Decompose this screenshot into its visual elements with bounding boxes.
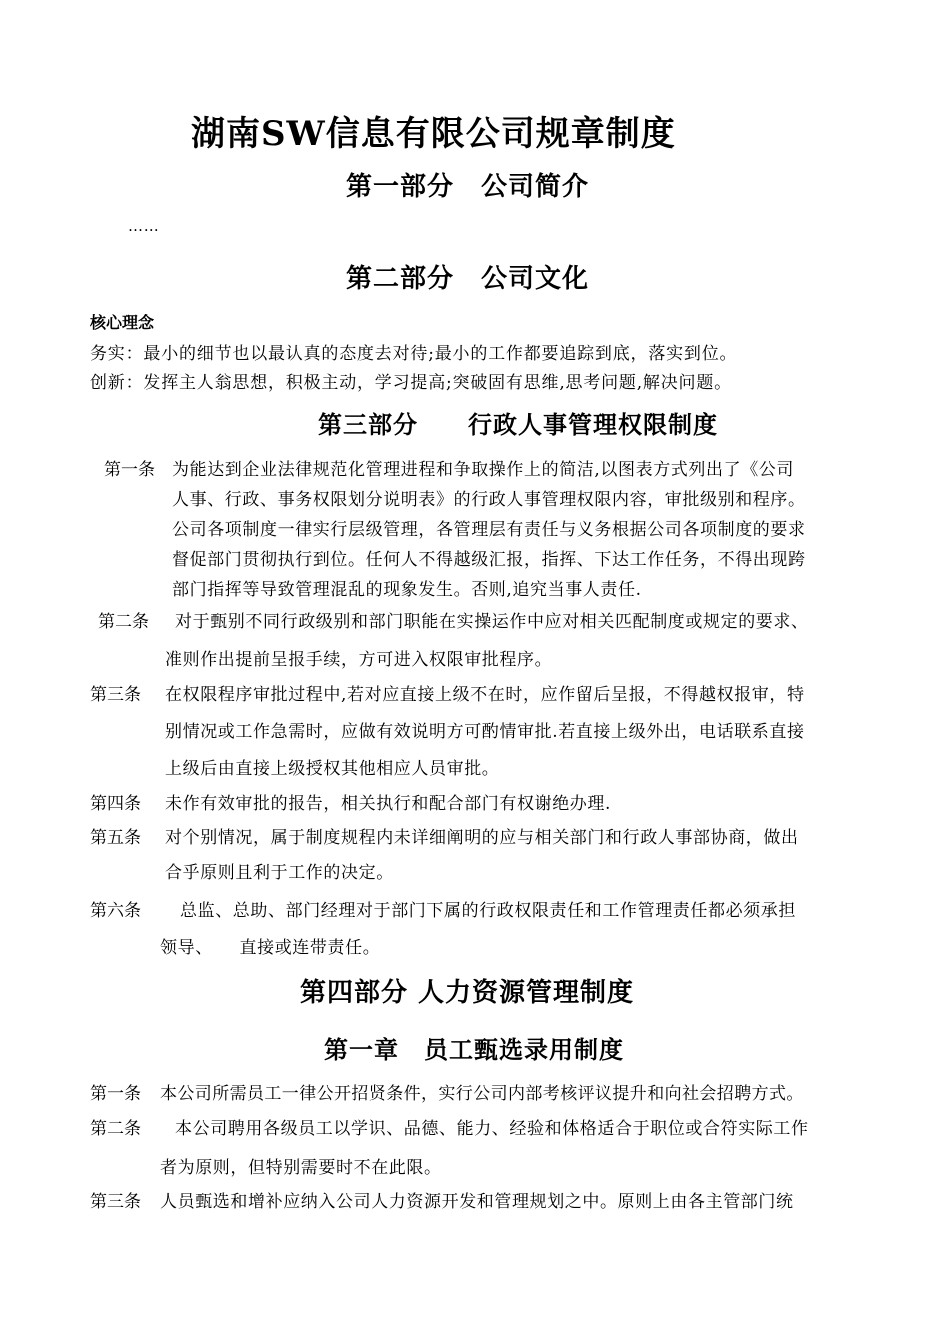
article-label: 第五条 [90,828,141,848]
article-label: 第六条 [90,901,141,921]
culture-line-innovation: 创新：发挥主人翁思想，积极主动，学习提高;突破固有思维,思考问题,解决问题。 [90,373,732,393]
article-label: 第四条 [90,794,141,814]
article-line: 公司各项制度一律实行层级管理，各管理层有责任与义务根据公司各项制度的要求 [172,520,806,540]
article-label: 第二条 [98,612,149,632]
article-line: 别情况或工作急需时，应做有效说明方可酌情审批.若直接上级外出，电话联系直接 [165,722,805,742]
article-line: 者为原则，但特别需要时不在此限。 [160,1158,442,1178]
article-line: 未作有效审批的报告，相关执行和配合部门有权谢绝办理. [165,794,612,814]
document-title: 湖南SW信息有限公司规章制度 [191,114,676,154]
part3-title: 第三部分 行政人事管理权限制度 [318,410,718,439]
chapter1-title: 第一章 员工甄选录用制度 [324,1035,624,1064]
article-line: 在权限程序审批过程中,若对应直接上级不在时，应作留后呈报，不得越权报审，特 [165,685,805,705]
article-line: 本公司聘用各级员工以学识、品德、能力、经验和体格适合于职位或合符实际工作 [175,1119,809,1139]
part4-title: 第四部分 人力资源管理制度 [300,978,635,1008]
article-label: 第三条 [90,1192,141,1212]
part1-title: 第一部分 公司简介 [346,172,590,202]
article-line: 人事、行政、事务权限划分说明表》的行政人事管理权限内容，审批级别和程序。 [172,490,806,510]
article-line: 准则作出提前呈报手续，方可进入权限审批程序。 [165,650,553,670]
article-line: 对个别情况，属于制度规程内未详细阐明的应与相关部门和行政人事部协商，做出 [165,828,799,848]
part1-ellipsis: …… [128,217,160,235]
part2-title: 第二部分 公司文化 [346,264,590,294]
article-line: 对于甄别不同行政级别和部门职能在实操运作中应对相关匹配制度或规定的要求、 [175,612,809,632]
article-line: 合乎原则且利于工作的决定。 [165,863,394,883]
article-line: 本公司所需员工一律公开招贤条件，实行公司内部考核评议提升和向社会招聘方式。 [160,1084,804,1104]
culture-line-pragmatic: 务实：最小的细节也以最认真的态度去对待;最小的工作都要追踪到底，落实到位。 [90,344,738,364]
article-label: 第一条 [104,460,155,480]
article-line: 部门指挥等导致管理混乱的现象发生。否则,追究当事人责任. [172,580,642,600]
article-label: 第二条 [90,1119,141,1139]
article-line: 领导、 直接或连带责任。 [160,938,381,958]
article-label: 第三条 [90,685,141,705]
article-line: 上级后由直接上级授权其他相应人员审批。 [165,759,500,779]
article-line: 督促部门贯彻执行到位。任何人不得越级汇报，指挥、下达工作任务，不得出现跨 [172,550,806,570]
article-line: 人员甄选和增补应纳入公司人力资源开发和管理规划之中。原则上由各主管部门统 [160,1192,794,1212]
article-label: 第一条 [90,1084,141,1104]
article-line: 总监、总助、部门经理对于部门下属的行政权限责任和工作管理责任都必须承担 [180,901,796,921]
core-values-heading: 核心理念 [90,313,155,332]
article-line: 为能达到企业法律规范化管理进程和争取操作上的简洁,以图表方式列出了《公司 [172,460,795,480]
